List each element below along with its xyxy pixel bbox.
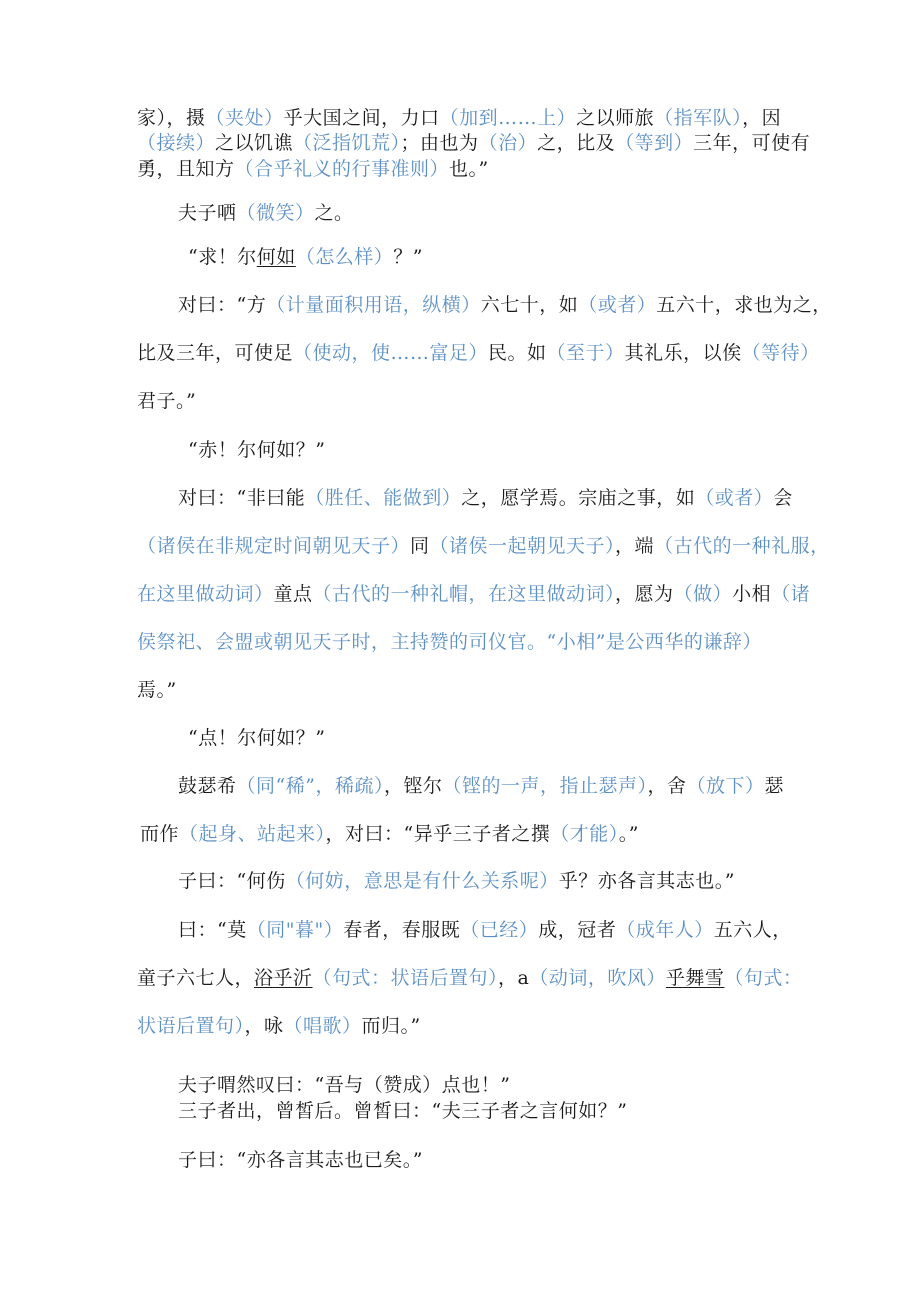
body-text: 夫子哂 bbox=[178, 202, 237, 224]
annotation-gloss: （铿的一声，指止瑟声） bbox=[442, 775, 648, 797]
annotation-gloss: （至于） bbox=[546, 342, 625, 364]
body-text: 六七十，如 bbox=[480, 294, 579, 316]
annotation-gloss: 在这里做动词） bbox=[137, 583, 274, 605]
text-line bbox=[178, 915, 792, 942]
body-text: ？” bbox=[393, 246, 423, 268]
annotation-gloss: （成年人） bbox=[616, 919, 714, 941]
underlined-text: 浴乎沂 bbox=[254, 967, 313, 989]
annotation-gloss: 状语后置句） bbox=[137, 1015, 245, 1037]
body-text: 对曰： bbox=[178, 294, 237, 316]
body-text: ，摄 bbox=[166, 107, 206, 129]
body-text: 会 bbox=[773, 487, 793, 509]
body-text: 三子者出，曾皙后。曾皙曰：“夫三子者之言何如？” bbox=[178, 1100, 628, 1122]
annotation-gloss: （或者） bbox=[695, 487, 774, 509]
text-line bbox=[137, 154, 489, 181]
body-text: 对曰：“非曰能 bbox=[178, 487, 306, 509]
text-line bbox=[137, 579, 810, 606]
body-text: 成，冠者 bbox=[538, 919, 617, 941]
annotation-gloss: （古代的一种礼服， bbox=[654, 535, 830, 557]
body-text: ，舍 bbox=[647, 775, 687, 797]
body-text: 家 bbox=[137, 107, 157, 129]
body-text: 之，比及 bbox=[537, 132, 616, 154]
body-text: 之，愿学焉。宗庙之事，如 bbox=[461, 487, 696, 509]
text-line bbox=[188, 723, 325, 750]
body-text: “赤！尔何如？” bbox=[188, 439, 326, 461]
body-text: 民。如 bbox=[488, 342, 547, 364]
annotation-gloss: （使动，使……富足） bbox=[293, 342, 489, 364]
body-text: 小相 bbox=[732, 583, 772, 605]
annotation-gloss: （等待） bbox=[741, 342, 820, 364]
body-text: 童点 bbox=[273, 583, 313, 605]
text-line bbox=[178, 771, 784, 798]
text-line bbox=[178, 198, 354, 225]
body-text: ；由也为 bbox=[400, 132, 479, 154]
body-text: 同 bbox=[410, 535, 430, 557]
annotation-gloss: （微笑） bbox=[236, 202, 315, 224]
annotation-gloss: （放下） bbox=[686, 775, 765, 797]
text-line bbox=[178, 483, 793, 510]
text-line bbox=[140, 819, 639, 846]
body-text: 瑟 bbox=[764, 775, 785, 797]
body-text: 勇，且知方 bbox=[137, 158, 235, 180]
body-text: 乎大国之间，力口 bbox=[283, 107, 440, 129]
body-text: 之以师旅 bbox=[576, 107, 655, 129]
annotation-gloss: （泛指饥荒） bbox=[293, 132, 401, 154]
text-line bbox=[178, 1145, 423, 1172]
annotation-gloss: （句式：状语后置句） bbox=[312, 967, 499, 989]
annotation-gloss: （计量面积用语，纵横） bbox=[266, 294, 481, 316]
text-line bbox=[188, 242, 423, 269]
text-line bbox=[137, 675, 177, 702]
annotation-gloss: （怎么样） bbox=[295, 246, 394, 268]
body-text: “求！尔 bbox=[188, 246, 257, 268]
body-text: 焉。” bbox=[137, 679, 177, 701]
body-text: ，咏 bbox=[244, 1015, 284, 1037]
annotation-gloss: （诸侯一起朝见天子） bbox=[429, 535, 616, 557]
text-line bbox=[137, 963, 802, 990]
body-text: 君子。” bbox=[137, 390, 197, 412]
annotation-gloss: （诸 bbox=[771, 583, 811, 605]
annotation-gloss: （等到） bbox=[615, 132, 694, 154]
body-text: 子曰：“亦各言其志也已矣。” bbox=[178, 1149, 423, 1171]
annotation-gloss: （治） bbox=[478, 132, 538, 154]
body-text: 春者，春服既 bbox=[343, 919, 461, 941]
text-line bbox=[137, 338, 820, 365]
annotation-gloss: （或者） bbox=[578, 294, 657, 316]
annotation-gloss: （合乎礼义的行事准则） bbox=[234, 158, 450, 180]
body-text: ） bbox=[156, 107, 167, 129]
annotation-gloss: （接续） bbox=[137, 132, 216, 154]
annotation-gloss: （已经） bbox=[460, 919, 539, 941]
body-text: 三年，可使有 bbox=[693, 132, 811, 154]
body-text: 五六人， bbox=[713, 919, 792, 941]
body-text: “点！尔何如？” bbox=[188, 727, 326, 749]
annotation-gloss: （同“稀”，稀疏） bbox=[236, 775, 384, 797]
text-line bbox=[137, 627, 762, 654]
text-line bbox=[178, 290, 832, 317]
body-text: 之。 bbox=[314, 202, 354, 224]
annotation-gloss: （指军队） bbox=[654, 107, 743, 129]
annotation-gloss: （才能） bbox=[550, 823, 619, 845]
underlined-text: 何如 bbox=[256, 246, 296, 268]
body-text: 乎？亦各言其志也。” bbox=[558, 870, 735, 892]
body-text: 也。” bbox=[449, 158, 489, 180]
annotation-gloss: （古代的一种礼帽，在这里做动词） bbox=[312, 583, 616, 605]
body-text: 五六十，求也为之， bbox=[656, 294, 832, 316]
annotation-gloss: （何妨，意思是有什么关系呢） bbox=[285, 870, 559, 892]
annotation-gloss: （同"暮"） bbox=[246, 919, 344, 941]
body-text: 而作 bbox=[140, 823, 180, 845]
body-text: 夫子喟然叹曰：“吾与（赞成）点也！” bbox=[178, 1074, 511, 1096]
body-text: 而归。” bbox=[361, 1015, 421, 1037]
underlined-text: 乎舞雪 bbox=[665, 967, 725, 989]
text-line bbox=[188, 435, 325, 462]
annotation-gloss: （诸侯在非规定时间朝见天子） bbox=[137, 535, 411, 557]
annotation-gloss: （句式： bbox=[724, 967, 803, 989]
text-line bbox=[178, 1096, 627, 1123]
annotation-gloss: （做） bbox=[673, 583, 733, 605]
body-text: 鼓瑟希 bbox=[178, 775, 237, 797]
body-text: ，端 bbox=[615, 535, 655, 557]
annotation-gloss: （动词，吹风） bbox=[529, 967, 666, 989]
body-text: “方 bbox=[236, 294, 267, 316]
body-text: 童子六七人， bbox=[137, 967, 255, 989]
body-text: 其礼乐，以俟 bbox=[624, 342, 742, 364]
annotation-gloss: （唱歌） bbox=[283, 1015, 362, 1037]
text-line bbox=[178, 1070, 510, 1097]
annotation-gloss: （加到……上） bbox=[439, 107, 577, 129]
body-text: 比及三年，可使足 bbox=[137, 342, 294, 364]
annotation-gloss: 侯祭祀、会盟或朝见天子时，主持赞的司仪官。“小相”是公西华的谦辞） bbox=[137, 631, 762, 653]
annotation-gloss: （夹处） bbox=[205, 107, 284, 129]
body-text: ，铿尔 bbox=[383, 775, 443, 797]
body-text: ，因 bbox=[742, 107, 782, 129]
annotation-gloss: （起身、站起来） bbox=[179, 823, 326, 845]
text-line bbox=[178, 866, 735, 893]
body-text: ，a bbox=[498, 967, 530, 989]
text-line bbox=[137, 1011, 421, 1038]
text-line bbox=[137, 128, 810, 155]
body-text: 子曰：“何伤 bbox=[178, 870, 286, 892]
body-text: ，对曰：“异乎三子者之撰 bbox=[325, 823, 551, 845]
body-text: 之以饥谯 bbox=[215, 132, 294, 154]
text-line bbox=[137, 386, 196, 413]
body-text: 曰：“莫 bbox=[178, 919, 247, 941]
text-line bbox=[137, 531, 830, 558]
text-line bbox=[137, 103, 781, 130]
annotation-gloss: （胜任、能做到） bbox=[305, 487, 462, 509]
body-text: ，愿为 bbox=[615, 583, 674, 605]
body-text: 。” bbox=[618, 823, 639, 845]
